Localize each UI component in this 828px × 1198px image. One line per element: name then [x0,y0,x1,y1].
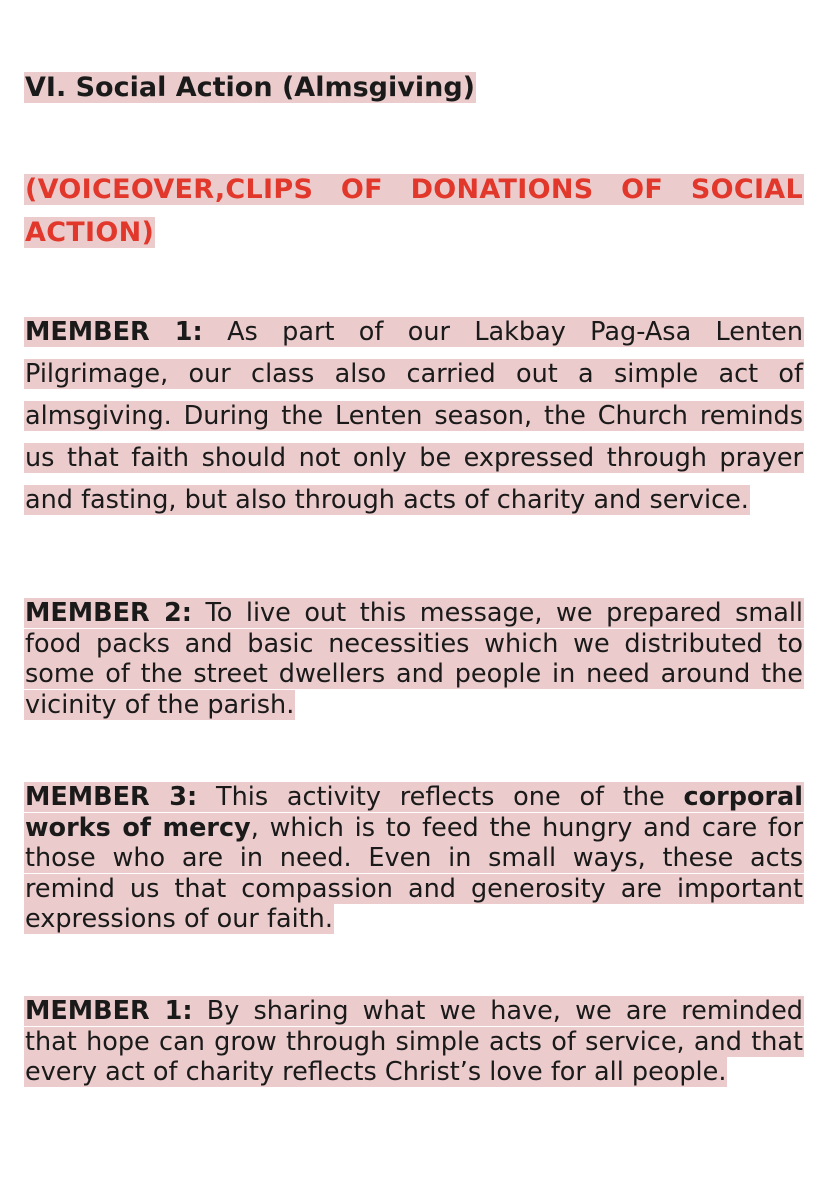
script-line-1 [24,311,804,521]
speaker-label: MEMBER 1: [25,996,193,1026]
line-text: By sharing what we have, we are reminded that hope can grow through simple acts of service, and that every act of charity reflects Christ’s love for all people. [25,996,803,1087]
script-line-3-highlight [24,782,804,934]
line-text-after: , which is to feed the hungry and care for those who are in need. Even in small ways, these acts remind us that compassion and generosity are important expressions of our faith. [25,812,803,934]
line-text: As part of our Lakbay Pag-Asa Lenten Pilgrimage, our class also carried out a simple act of almsgiving. During the Lenten season, the Church reminds us that faith should not only be expressed through prayer and fasting, but also through acts of charity and service. [25,317,804,515]
stage-direction-text: (VOICEOVER,CLIPS OF DONATIONS OF SOCIAL ACTION) [25,174,803,248]
section-heading [24,66,476,110]
script-line-2 [24,598,804,720]
script-line-1-highlight [24,317,804,515]
speaker-label: MEMBER 1: [25,317,203,347]
stage-direction [24,168,804,254]
emphasis-text: corporal works of mercy [25,782,803,843]
script-line-2-highlight [24,598,804,720]
speaker-label: MEMBER 2: [25,598,192,628]
line-text-before: This activity reflects one of the [197,782,684,812]
speaker-label: MEMBER 3: [25,782,198,812]
section-heading-text: VI. Social Action (Almsgiving) [25,72,475,103]
script-line-4 [24,996,804,1088]
script-line-4-highlight [24,996,804,1087]
script-line-3 [24,782,804,935]
line-text: To live out this message, we prepared small food packs and basic necessities which we distributed to some of the street dwellers and people in need around the vicinity of the parish. [25,598,804,720]
